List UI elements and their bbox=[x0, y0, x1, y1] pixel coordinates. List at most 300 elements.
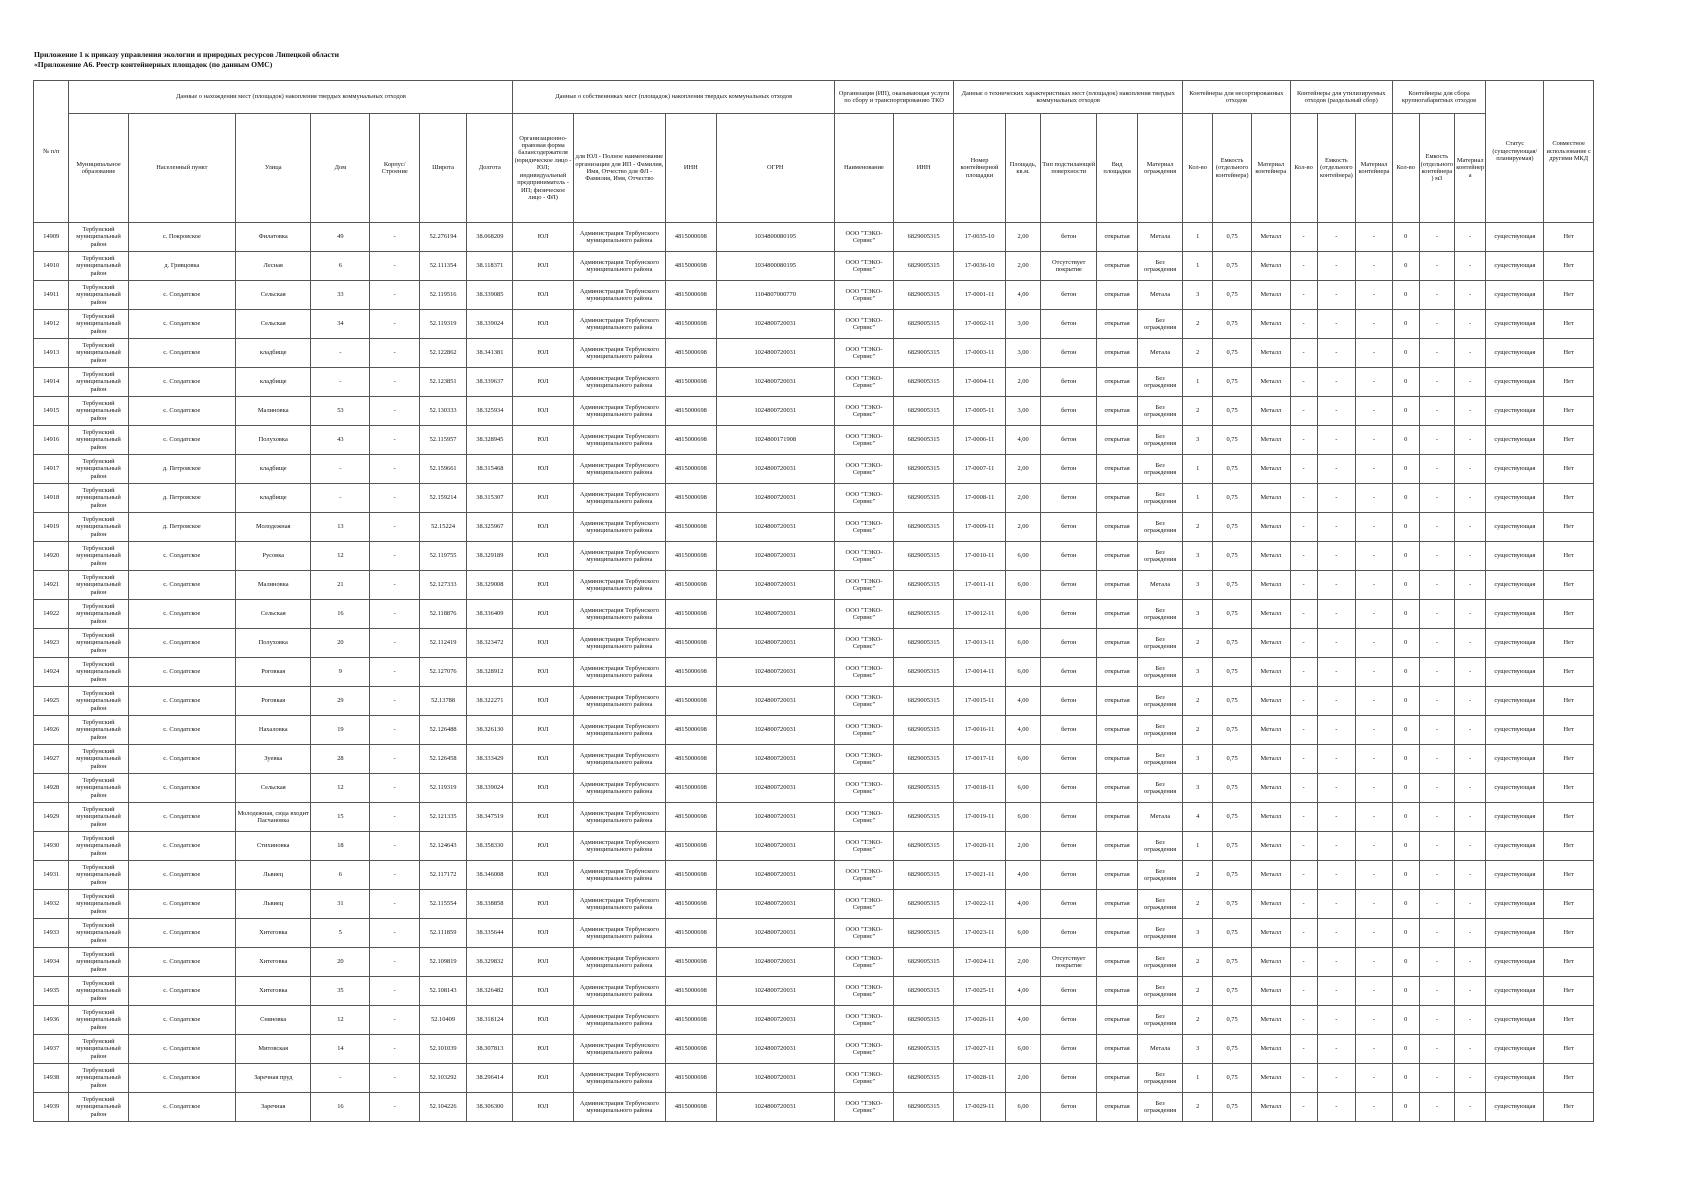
header-operator-inn: ИНН bbox=[894, 114, 954, 223]
cell-locality: с. Солдатское bbox=[128, 281, 236, 310]
cell-num: 14925 bbox=[34, 687, 69, 716]
cell-recycled-qty: - bbox=[1290, 281, 1317, 310]
cell-bulky-qty: 0 bbox=[1392, 629, 1419, 658]
cell-legal-form: ЮЛ bbox=[513, 1006, 573, 1035]
cell-surface: бетон bbox=[1041, 426, 1097, 455]
table-row bbox=[34, 223, 1594, 252]
cell-bulky-material: - bbox=[1455, 919, 1486, 948]
cell-num: 14911 bbox=[34, 281, 69, 310]
cell-bulky-capacity: - bbox=[1419, 629, 1454, 658]
cell-status: существующая bbox=[1486, 252, 1544, 281]
cell-lat: 52.119319 bbox=[419, 774, 466, 803]
document-heading bbox=[34, 50, 339, 70]
cell-building: - bbox=[370, 426, 419, 455]
table-body bbox=[34, 223, 1594, 1122]
cell-lat: 52.10409 bbox=[419, 1006, 466, 1035]
cell-inn: 4815000698 bbox=[666, 339, 717, 368]
cell-sorted-qty: 2 bbox=[1183, 687, 1213, 716]
table-row bbox=[34, 252, 1594, 281]
cell-street: Заречная пруд bbox=[236, 1064, 311, 1093]
cell-area: 6,00 bbox=[1005, 658, 1040, 687]
cell-bulky-qty: 0 bbox=[1392, 745, 1419, 774]
cell-municipality: Тербунский муниципальный район bbox=[69, 513, 128, 542]
cell-sorted-capacity: 0,75 bbox=[1213, 890, 1252, 919]
cell-bulky-qty: 0 bbox=[1392, 223, 1419, 252]
cell-lon: 38.328912 bbox=[467, 658, 513, 687]
cell-locality: с. Солдатское bbox=[128, 745, 236, 774]
cell-site-number: 17-0015-11 bbox=[954, 687, 1006, 716]
cell-house: 20 bbox=[311, 629, 370, 658]
cell-site-number: 17-0002-11 bbox=[954, 310, 1006, 339]
cell-street: Полуховка bbox=[236, 426, 311, 455]
cell-bulky-material: - bbox=[1455, 745, 1486, 774]
cell-fence: Без ограждения bbox=[1138, 484, 1183, 513]
cell-recycled-capacity: - bbox=[1317, 919, 1356, 948]
header-status: Статус (существующая/ планируемая) bbox=[1486, 81, 1544, 223]
header-bulky-qty: Кол-во bbox=[1392, 114, 1419, 223]
cell-street: Хитеговка bbox=[236, 919, 311, 948]
cell-recycled-qty: - bbox=[1290, 861, 1317, 890]
cell-municipality: Тербунский муниципальный район bbox=[69, 658, 128, 687]
cell-sorted-qty: 2 bbox=[1183, 397, 1213, 426]
cell-surface: бетон bbox=[1041, 484, 1097, 513]
header-recycled-qty: Кол-во bbox=[1290, 114, 1317, 223]
cell-owner-name: Администрация Тербунского муниципального района bbox=[573, 252, 665, 281]
cell-lon: 38.339637 bbox=[467, 368, 513, 397]
cell-status: существующая bbox=[1486, 571, 1544, 600]
cell-recycled-qty: - bbox=[1290, 1006, 1317, 1035]
cell-owner-name: Администрация Тербунского муниципального района bbox=[573, 281, 665, 310]
cell-recycled-qty: - bbox=[1290, 687, 1317, 716]
cell-operator-inn: 6829005315 bbox=[894, 1006, 954, 1035]
cell-recycled-capacity: - bbox=[1317, 716, 1356, 745]
cell-site-type: открытая bbox=[1097, 1093, 1138, 1122]
cell-sorted-material: Металл bbox=[1251, 832, 1290, 861]
cell-site-type: открытая bbox=[1097, 803, 1138, 832]
cell-operator-inn: 6829005315 bbox=[894, 542, 954, 571]
cell-sorted-qty: 2 bbox=[1183, 890, 1213, 919]
cell-owner-name: Администрация Тербунского муниципального района bbox=[573, 745, 665, 774]
cell-recycled-qty: - bbox=[1290, 803, 1317, 832]
cell-lat: 52.127333 bbox=[419, 571, 466, 600]
cell-lon: 38.328945 bbox=[467, 426, 513, 455]
cell-inn: 4815000698 bbox=[666, 629, 717, 658]
cell-sorted-qty: 2 bbox=[1183, 513, 1213, 542]
cell-status: существующая bbox=[1486, 1006, 1544, 1035]
cell-lon: 38.339024 bbox=[467, 310, 513, 339]
cell-legal-form: ЮЛ bbox=[513, 948, 573, 977]
cell-shared: Нет bbox=[1544, 687, 1594, 716]
header-area: Площадь, кв.м. bbox=[1005, 114, 1040, 223]
cell-bulky-capacity: - bbox=[1419, 890, 1454, 919]
cell-locality: с. Солдатское bbox=[128, 948, 236, 977]
cell-area: 2,00 bbox=[1005, 832, 1040, 861]
cell-lat: 52.103292 bbox=[419, 1064, 466, 1093]
cell-bulky-qty: 0 bbox=[1392, 310, 1419, 339]
cell-building: - bbox=[370, 948, 419, 977]
cell-operator-inn: 6829005315 bbox=[894, 861, 954, 890]
cell-operator-name: ООО "ТЭКО-Сервис" bbox=[834, 977, 893, 1006]
cell-area: 6,00 bbox=[1005, 803, 1040, 832]
cell-locality: с. Солдатское bbox=[128, 716, 236, 745]
cell-recycled-capacity: - bbox=[1317, 513, 1356, 542]
cell-surface: бетон bbox=[1041, 890, 1097, 919]
cell-building: - bbox=[370, 716, 419, 745]
cell-area: 2,00 bbox=[1005, 455, 1040, 484]
cell-fence: Без ограждения bbox=[1138, 542, 1183, 571]
cell-shared: Нет bbox=[1544, 832, 1594, 861]
cell-building: - bbox=[370, 687, 419, 716]
cell-municipality: Тербунский муниципальный район bbox=[69, 1006, 128, 1035]
cell-area: 2,00 bbox=[1005, 948, 1040, 977]
cell-sorted-material: Металл bbox=[1251, 484, 1290, 513]
cell-street: Роговкая bbox=[236, 687, 311, 716]
cell-inn: 4815000698 bbox=[666, 281, 717, 310]
cell-bulky-qty: 0 bbox=[1392, 1006, 1419, 1035]
cell-shared: Нет bbox=[1544, 861, 1594, 890]
cell-lat: 52.112419 bbox=[419, 629, 466, 658]
cell-owner-name: Администрация Тербунского муниципального района bbox=[573, 426, 665, 455]
cell-recycled-qty: - bbox=[1290, 397, 1317, 426]
cell-sorted-material: Металл bbox=[1251, 716, 1290, 745]
cell-ogrn: 1024800720031 bbox=[716, 716, 834, 745]
cell-sorted-material: Металл bbox=[1251, 310, 1290, 339]
cell-area: 6,00 bbox=[1005, 1093, 1040, 1122]
cell-sorted-qty: 1 bbox=[1183, 223, 1213, 252]
cell-building: - bbox=[370, 513, 419, 542]
cell-street: Сельская bbox=[236, 774, 311, 803]
cell-lat: 52.159661 bbox=[419, 455, 466, 484]
cell-shared: Нет bbox=[1544, 977, 1594, 1006]
cell-sorted-capacity: 0,75 bbox=[1213, 919, 1252, 948]
cell-recycled-material: - bbox=[1356, 426, 1393, 455]
cell-street: Молодежная, сюда входит Пасчановка bbox=[236, 803, 311, 832]
cell-operator-name: ООО "ТЭКО-Сервис" bbox=[834, 948, 893, 977]
cell-owner-name: Администрация Тербунского муниципального района bbox=[573, 1035, 665, 1064]
cell-bulky-material: - bbox=[1455, 803, 1486, 832]
cell-sorted-capacity: 0,75 bbox=[1213, 629, 1252, 658]
cell-lat: 52.111354 bbox=[419, 252, 466, 281]
cell-sorted-capacity: 0,75 bbox=[1213, 774, 1252, 803]
cell-legal-form: ЮЛ bbox=[513, 861, 573, 890]
cell-building: - bbox=[370, 310, 419, 339]
cell-legal-form: ЮЛ bbox=[513, 745, 573, 774]
cell-bulky-qty: 0 bbox=[1392, 542, 1419, 571]
cell-legal-form: ЮЛ bbox=[513, 310, 573, 339]
table-row bbox=[34, 1093, 1594, 1122]
cell-bulky-qty: 0 bbox=[1392, 774, 1419, 803]
cell-municipality: Тербунский муниципальный район bbox=[69, 484, 128, 513]
cell-building: - bbox=[370, 339, 419, 368]
cell-shared: Нет bbox=[1544, 513, 1594, 542]
cell-house: 20 bbox=[311, 948, 370, 977]
cell-street: Митовская bbox=[236, 1035, 311, 1064]
table-row bbox=[34, 571, 1594, 600]
cell-house: 31 bbox=[311, 890, 370, 919]
cell-sorted-material: Металл bbox=[1251, 281, 1290, 310]
cell-ogrn: 1024800720031 bbox=[716, 484, 834, 513]
cell-legal-form: ЮЛ bbox=[513, 542, 573, 571]
cell-operator-name: ООО "ТЭКО-Сервис" bbox=[834, 513, 893, 542]
cell-bulky-capacity: - bbox=[1419, 455, 1454, 484]
cell-street: кладбище bbox=[236, 484, 311, 513]
cell-bulky-qty: 0 bbox=[1392, 977, 1419, 1006]
cell-site-number: 17-0001-11 bbox=[954, 281, 1006, 310]
cell-num: 14913 bbox=[34, 339, 69, 368]
cell-owner-name: Администрация Тербунского муниципального района bbox=[573, 1006, 665, 1035]
heading-line-2: «Приложение А6. Реестр контейнерных площадок (по данным ОМС) bbox=[34, 60, 273, 69]
cell-recycled-capacity: - bbox=[1317, 600, 1356, 629]
cell-fence: Без ограждения bbox=[1138, 687, 1183, 716]
table-row bbox=[34, 890, 1594, 919]
cell-building: - bbox=[370, 542, 419, 571]
cell-operator-name: ООО "ТЭКО-Сервис" bbox=[834, 600, 893, 629]
cell-owner-name: Администрация Тербунского муниципального района bbox=[573, 919, 665, 948]
cell-locality: с. Солдатское bbox=[128, 658, 236, 687]
cell-bulky-qty: 0 bbox=[1392, 890, 1419, 919]
cell-recycled-capacity: - bbox=[1317, 455, 1356, 484]
cell-owner-name: Администрация Тербунского муниципального района bbox=[573, 890, 665, 919]
cell-fence: Метала bbox=[1138, 339, 1183, 368]
cell-num: 14932 bbox=[34, 890, 69, 919]
cell-lon: 38.339024 bbox=[467, 774, 513, 803]
cell-recycled-capacity: - bbox=[1317, 1035, 1356, 1064]
cell-recycled-capacity: - bbox=[1317, 658, 1356, 687]
header-recycled-material: Материал контейнера bbox=[1356, 114, 1393, 223]
cell-sorted-qty: 3 bbox=[1183, 600, 1213, 629]
cell-sorted-material: Металл bbox=[1251, 774, 1290, 803]
cell-municipality: Тербунский муниципальный район bbox=[69, 745, 128, 774]
cell-lon: 38.358330 bbox=[467, 832, 513, 861]
header-lat: Широта bbox=[419, 114, 466, 223]
cell-recycled-capacity: - bbox=[1317, 890, 1356, 919]
cell-bulky-material: - bbox=[1455, 368, 1486, 397]
cell-fence: Без ограждения bbox=[1138, 1093, 1183, 1122]
cell-operator-inn: 6829005315 bbox=[894, 832, 954, 861]
header-owner-name: для ЮЛ - Полное наименование организации для ИП - Фамилия, Имя, Отчество для ФЛ - Фамилия, Имя, Отчество bbox=[573, 114, 665, 223]
cell-surface: бетон bbox=[1041, 281, 1097, 310]
cell-bulky-capacity: - bbox=[1419, 861, 1454, 890]
cell-num: 14934 bbox=[34, 948, 69, 977]
cell-shared: Нет bbox=[1544, 252, 1594, 281]
header-fence: Материал ограждения bbox=[1138, 114, 1183, 223]
cell-house: 12 bbox=[311, 542, 370, 571]
cell-street: Львиец bbox=[236, 890, 311, 919]
cell-recycled-capacity: - bbox=[1317, 339, 1356, 368]
cell-surface: бетон bbox=[1041, 745, 1097, 774]
cell-surface: бетон bbox=[1041, 600, 1097, 629]
cell-house: - bbox=[311, 1064, 370, 1093]
cell-inn: 4815000698 bbox=[666, 716, 717, 745]
cell-building: - bbox=[370, 658, 419, 687]
cell-legal-form: ЮЛ bbox=[513, 803, 573, 832]
cell-recycled-capacity: - bbox=[1317, 571, 1356, 600]
cell-house: - bbox=[311, 484, 370, 513]
cell-bulky-qty: 0 bbox=[1392, 339, 1419, 368]
cell-lon: 38.336409 bbox=[467, 600, 513, 629]
cell-inn: 4815000698 bbox=[666, 1006, 717, 1035]
cell-legal-form: ЮЛ bbox=[513, 484, 573, 513]
cell-recycled-qty: - bbox=[1290, 977, 1317, 1006]
cell-locality: с. Солдатское bbox=[128, 571, 236, 600]
header-site-number: Номер контейнерной площадки bbox=[954, 114, 1006, 223]
cell-building: - bbox=[370, 484, 419, 513]
cell-recycled-qty: - bbox=[1290, 774, 1317, 803]
cell-site-number: 17-0004-11 bbox=[954, 368, 1006, 397]
cell-legal-form: ЮЛ bbox=[513, 1035, 573, 1064]
cell-site-number: 17-0036-10 bbox=[954, 252, 1006, 281]
cell-lon: 38.306300 bbox=[467, 1093, 513, 1122]
cell-building: - bbox=[370, 832, 419, 861]
cell-lat: 52.115957 bbox=[419, 426, 466, 455]
cell-status: существующая bbox=[1486, 861, 1544, 890]
header-site-type: Вид площадки bbox=[1097, 114, 1138, 223]
cell-sorted-qty: 2 bbox=[1183, 310, 1213, 339]
cell-surface: бетон bbox=[1041, 861, 1097, 890]
cell-recycled-qty: - bbox=[1290, 513, 1317, 542]
cell-site-number: 17-0003-11 bbox=[954, 339, 1006, 368]
cell-recycled-capacity: - bbox=[1317, 223, 1356, 252]
cell-ogrn: 1024800720031 bbox=[716, 658, 834, 687]
cell-recycled-capacity: - bbox=[1317, 484, 1356, 513]
cell-building: - bbox=[370, 1064, 419, 1093]
cell-operator-inn: 6829005315 bbox=[894, 571, 954, 600]
cell-municipality: Тербунский муниципальный район bbox=[69, 600, 128, 629]
cell-bulky-capacity: - bbox=[1419, 223, 1454, 252]
cell-status: существующая bbox=[1486, 948, 1544, 977]
cell-lat: 52.118876 bbox=[419, 600, 466, 629]
cell-municipality: Тербунский муниципальный район bbox=[69, 774, 128, 803]
cell-sorted-material: Металл bbox=[1251, 1064, 1290, 1093]
cell-house: 16 bbox=[311, 1093, 370, 1122]
table-row bbox=[34, 861, 1594, 890]
cell-building: - bbox=[370, 1006, 419, 1035]
cell-house: 35 bbox=[311, 977, 370, 1006]
cell-lat: 52.111859 bbox=[419, 919, 466, 948]
cell-street: Сельская bbox=[236, 310, 311, 339]
table-row bbox=[34, 1035, 1594, 1064]
cell-lon: 38.338858 bbox=[467, 890, 513, 919]
cell-building: - bbox=[370, 223, 419, 252]
cell-ogrn: 1024800720031 bbox=[716, 745, 834, 774]
cell-area: 6,00 bbox=[1005, 1035, 1040, 1064]
cell-operator-name: ООО "ТЭКО-Сервис" bbox=[834, 832, 893, 861]
cell-recycled-capacity: - bbox=[1317, 977, 1356, 1006]
cell-recycled-material: - bbox=[1356, 1093, 1393, 1122]
cell-fence: Без ограждения bbox=[1138, 426, 1183, 455]
cell-bulky-capacity: - bbox=[1419, 513, 1454, 542]
cell-ogrn: 1024800720031 bbox=[716, 803, 834, 832]
cell-recycled-capacity: - bbox=[1317, 426, 1356, 455]
cell-bulky-qty: 0 bbox=[1392, 687, 1419, 716]
cell-operator-inn: 6829005315 bbox=[894, 745, 954, 774]
table-row bbox=[34, 310, 1594, 339]
cell-num: 14939 bbox=[34, 1093, 69, 1122]
cell-house: - bbox=[311, 339, 370, 368]
cell-shared: Нет bbox=[1544, 368, 1594, 397]
cell-recycled-capacity: - bbox=[1317, 687, 1356, 716]
cell-fence: Метала bbox=[1138, 223, 1183, 252]
cell-recycled-material: - bbox=[1356, 281, 1393, 310]
cell-surface: бетон bbox=[1041, 977, 1097, 1006]
cell-inn: 4815000698 bbox=[666, 774, 717, 803]
cell-bulky-capacity: - bbox=[1419, 1064, 1454, 1093]
cell-surface: Отсутствует покрытие bbox=[1041, 252, 1097, 281]
cell-operator-name: ООО "ТЭКО-Сервис" bbox=[834, 223, 893, 252]
cell-sorted-material: Металл bbox=[1251, 803, 1290, 832]
cell-recycled-qty: - bbox=[1290, 600, 1317, 629]
cell-operator-name: ООО "ТЭКО-Сервис" bbox=[834, 310, 893, 339]
cell-fence: Без ограждения bbox=[1138, 716, 1183, 745]
cell-ogrn: 1034800080195 bbox=[716, 223, 834, 252]
cell-locality: с. Солдатское bbox=[128, 310, 236, 339]
cell-inn: 4815000698 bbox=[666, 542, 717, 571]
table-row bbox=[34, 368, 1594, 397]
container-sites-registry-table bbox=[33, 80, 1594, 1122]
table-row bbox=[34, 455, 1594, 484]
cell-municipality: Тербунский муниципальный район bbox=[69, 310, 128, 339]
cell-lon: 38.325967 bbox=[467, 513, 513, 542]
cell-num: 14929 bbox=[34, 803, 69, 832]
cell-site-type: открытая bbox=[1097, 426, 1138, 455]
cell-bulky-material: - bbox=[1455, 426, 1486, 455]
cell-recycled-qty: - bbox=[1290, 542, 1317, 571]
cell-site-type: открытая bbox=[1097, 919, 1138, 948]
cell-surface: бетон bbox=[1041, 223, 1097, 252]
cell-site-number: 17-0016-11 bbox=[954, 716, 1006, 745]
cell-sorted-material: Металл bbox=[1251, 745, 1290, 774]
cell-fence: Метала bbox=[1138, 571, 1183, 600]
cell-recycled-material: - bbox=[1356, 542, 1393, 571]
cell-status: существующая bbox=[1486, 310, 1544, 339]
cell-building: - bbox=[370, 281, 419, 310]
cell-shared: Нет bbox=[1544, 484, 1594, 513]
cell-bulky-material: - bbox=[1455, 455, 1486, 484]
cell-site-number: 17-0023-11 bbox=[954, 919, 1006, 948]
cell-locality: с. Солдатское bbox=[128, 629, 236, 658]
cell-operator-name: ООО "ТЭКО-Сервис" bbox=[834, 687, 893, 716]
cell-bulky-qty: 0 bbox=[1392, 1093, 1419, 1122]
cell-bulky-capacity: - bbox=[1419, 571, 1454, 600]
cell-sorted-material: Металл bbox=[1251, 1006, 1290, 1035]
cell-fence: Без ограждения bbox=[1138, 310, 1183, 339]
cell-site-number: 17-0011-11 bbox=[954, 571, 1006, 600]
cell-operator-inn: 6829005315 bbox=[894, 513, 954, 542]
cell-operator-name: ООО "ТЭКО-Сервис" bbox=[834, 745, 893, 774]
cell-ogrn: 1024800720031 bbox=[716, 774, 834, 803]
cell-inn: 4815000698 bbox=[666, 919, 717, 948]
cell-locality: с. Солдатское bbox=[128, 919, 236, 948]
cell-sorted-material: Металл bbox=[1251, 252, 1290, 281]
cell-operator-name: ООО "ТЭКО-Сервис" bbox=[834, 803, 893, 832]
cell-legal-form: ЮЛ bbox=[513, 716, 573, 745]
cell-owner-name: Администрация Тербунского муниципального района bbox=[573, 977, 665, 1006]
cell-bulky-material: - bbox=[1455, 484, 1486, 513]
cell-municipality: Тербунский муниципальный район bbox=[69, 629, 128, 658]
cell-sorted-capacity: 0,75 bbox=[1213, 339, 1252, 368]
cell-site-type: открытая bbox=[1097, 455, 1138, 484]
cell-legal-form: ЮЛ bbox=[513, 368, 573, 397]
cell-bulky-qty: 0 bbox=[1392, 1064, 1419, 1093]
cell-lon: 38.326130 bbox=[467, 716, 513, 745]
cell-bulky-qty: 0 bbox=[1392, 455, 1419, 484]
cell-operator-name: ООО "ТЭКО-Сервис" bbox=[834, 774, 893, 803]
cell-recycled-capacity: - bbox=[1317, 745, 1356, 774]
cell-operator-name: ООО "ТЭКО-Сервис" bbox=[834, 861, 893, 890]
cell-area: 2,00 bbox=[1005, 513, 1040, 542]
cell-ogrn: 1024800720031 bbox=[716, 1064, 834, 1093]
cell-sorted-material: Металл bbox=[1251, 426, 1290, 455]
